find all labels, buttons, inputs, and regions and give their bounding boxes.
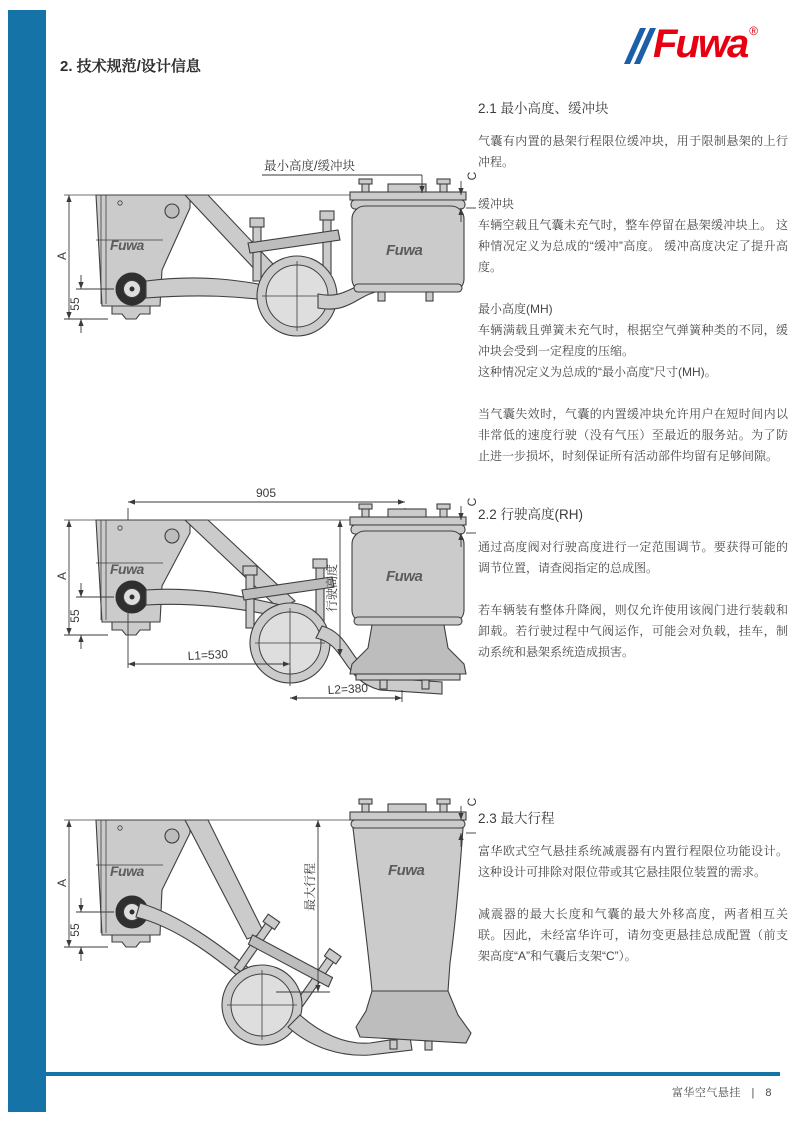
hanger-bracket [96,520,190,635]
section-2-3-title: 2.3 最大行程 [478,811,555,826]
diagram-ride-height [50,478,480,718]
wear-plate [112,306,150,319]
paragraph: 当气囊失效时，气囊的内置缓冲块允许用户在短时间内以非常低的速度行驶（没有气压）至最近的服务站。为了防止进一步损坏，时刻保证所有活动部件均留有足够间隙。 [478,407,788,463]
svg-text:最大行程: 最大行程 [303,862,317,912]
diagram-max-travel [50,775,480,1070]
air-bag-bellows [353,828,463,991]
air-bag-logo: Fuwa [388,862,425,879]
wear-plate [112,935,150,947]
paragraph: 减震器的最大长度和气囊的最大外移高度，两者相互关联。因此，未经富华许可，请勿变更悬挂总成配置（前支架高度“A”和气囊后支架“C”）。 [478,907,788,963]
svg-text:C: C [465,797,479,807]
diagram-minimum-height [50,148,480,366]
paragraph: 车辆满载且弹簧未充气时，根据空气弹簧种类的不同，缓冲块会受到一定程度的压缩。 [478,323,788,358]
svg-text:C: C [465,497,479,507]
wear-plate [112,622,150,635]
paragraph: 若车辆装有整体升降阀，则仅允许使用该阀门进行装载和卸载。若行驶过程中气阀运作，可能会对负载，挂车，制动系统和悬架系统造成损害。 [478,603,788,659]
fuwa-logo [632,24,758,68]
footer-doc-name: 富华空气悬挂 [671,1087,741,1099]
air-bag-piston [356,991,471,1043]
footer-separator: | [751,1087,755,1099]
left-accent-bar [8,10,46,1112]
air-bag-logo: Fuwa [386,242,423,259]
air-spring [350,179,466,301]
paragraph: 富华欧式空气悬挂系统减震器有内置行程限位功能设计。 这种设计可排除对限位带或其它悬挂限位装置的需求。 [478,844,788,879]
paragraph: 车辆空载且气囊未充气时，整车停留在悬架缓冲块上。 这种情况定义为总成的“缓冲”高度。 缓冲高度决定了提升高度。 [478,218,788,274]
svg-text:C: C [465,171,479,181]
section-2-1-title: 2.1 最小高度、缓冲块 [478,101,609,116]
svg-text:行驶高度: 行驶高度 [325,563,339,613]
svg-text:55: 55 [68,609,82,623]
shock-brace [185,820,264,939]
hanger-logo: Fuwa [110,237,144,253]
air-bag-piston [350,625,466,674]
svg-text:55: 55 [68,923,82,937]
sub-heading: 缓冲块 [478,197,515,211]
logo-wordmark: Fuwa [653,22,748,66]
logo-slashes-icon [624,28,656,64]
paragraph: 气囊有内置的悬架行程限位缓冲块，用于限制悬架的上行冲程。 [478,134,788,169]
section-2-1 [478,97,788,467]
section-2-3 [478,807,788,967]
axle [222,965,302,1045]
paragraph: 通过高度阀对行驶高度进行一定范围调节。要获得可能的调节位置，请查阅指定的总成图。 [478,540,788,575]
svg-text:55: 55 [68,297,82,311]
air-bag-logo: Fuwa [386,568,423,585]
svg-text:A: A [55,251,69,261]
page-number: 8 [765,1087,772,1099]
footer [672,1084,772,1100]
svg-text:905: 905 [255,486,277,500]
hanger-logo: Fuwa [110,863,144,879]
registered-mark: ® [749,24,759,38]
page-title: 2. 技术规范/设计信息 [60,58,201,75]
air-spring [350,504,466,689]
svg-text:A: A [55,878,69,888]
footer-rule [46,1072,780,1076]
svg-text:L2=380: L2=380 [327,680,369,698]
hanger-logo: Fuwa [110,561,144,577]
sub-heading: 最小高度(MH) [478,302,553,316]
svg-text:A: A [55,571,69,581]
svg-text:最小高度/缓冲块: 最小高度/缓冲块 [264,159,355,173]
section-2-2 [478,503,788,663]
air-spring [350,799,471,1050]
paragraph: 这种情况定义为总成的“最小高度”尺寸(MH)。 [478,365,717,379]
svg-text:L1=530: L1=530 [187,646,229,664]
section-2-2-title: 2.2 行驶高度(RH) [478,507,584,522]
hanger-bracket [96,195,190,319]
